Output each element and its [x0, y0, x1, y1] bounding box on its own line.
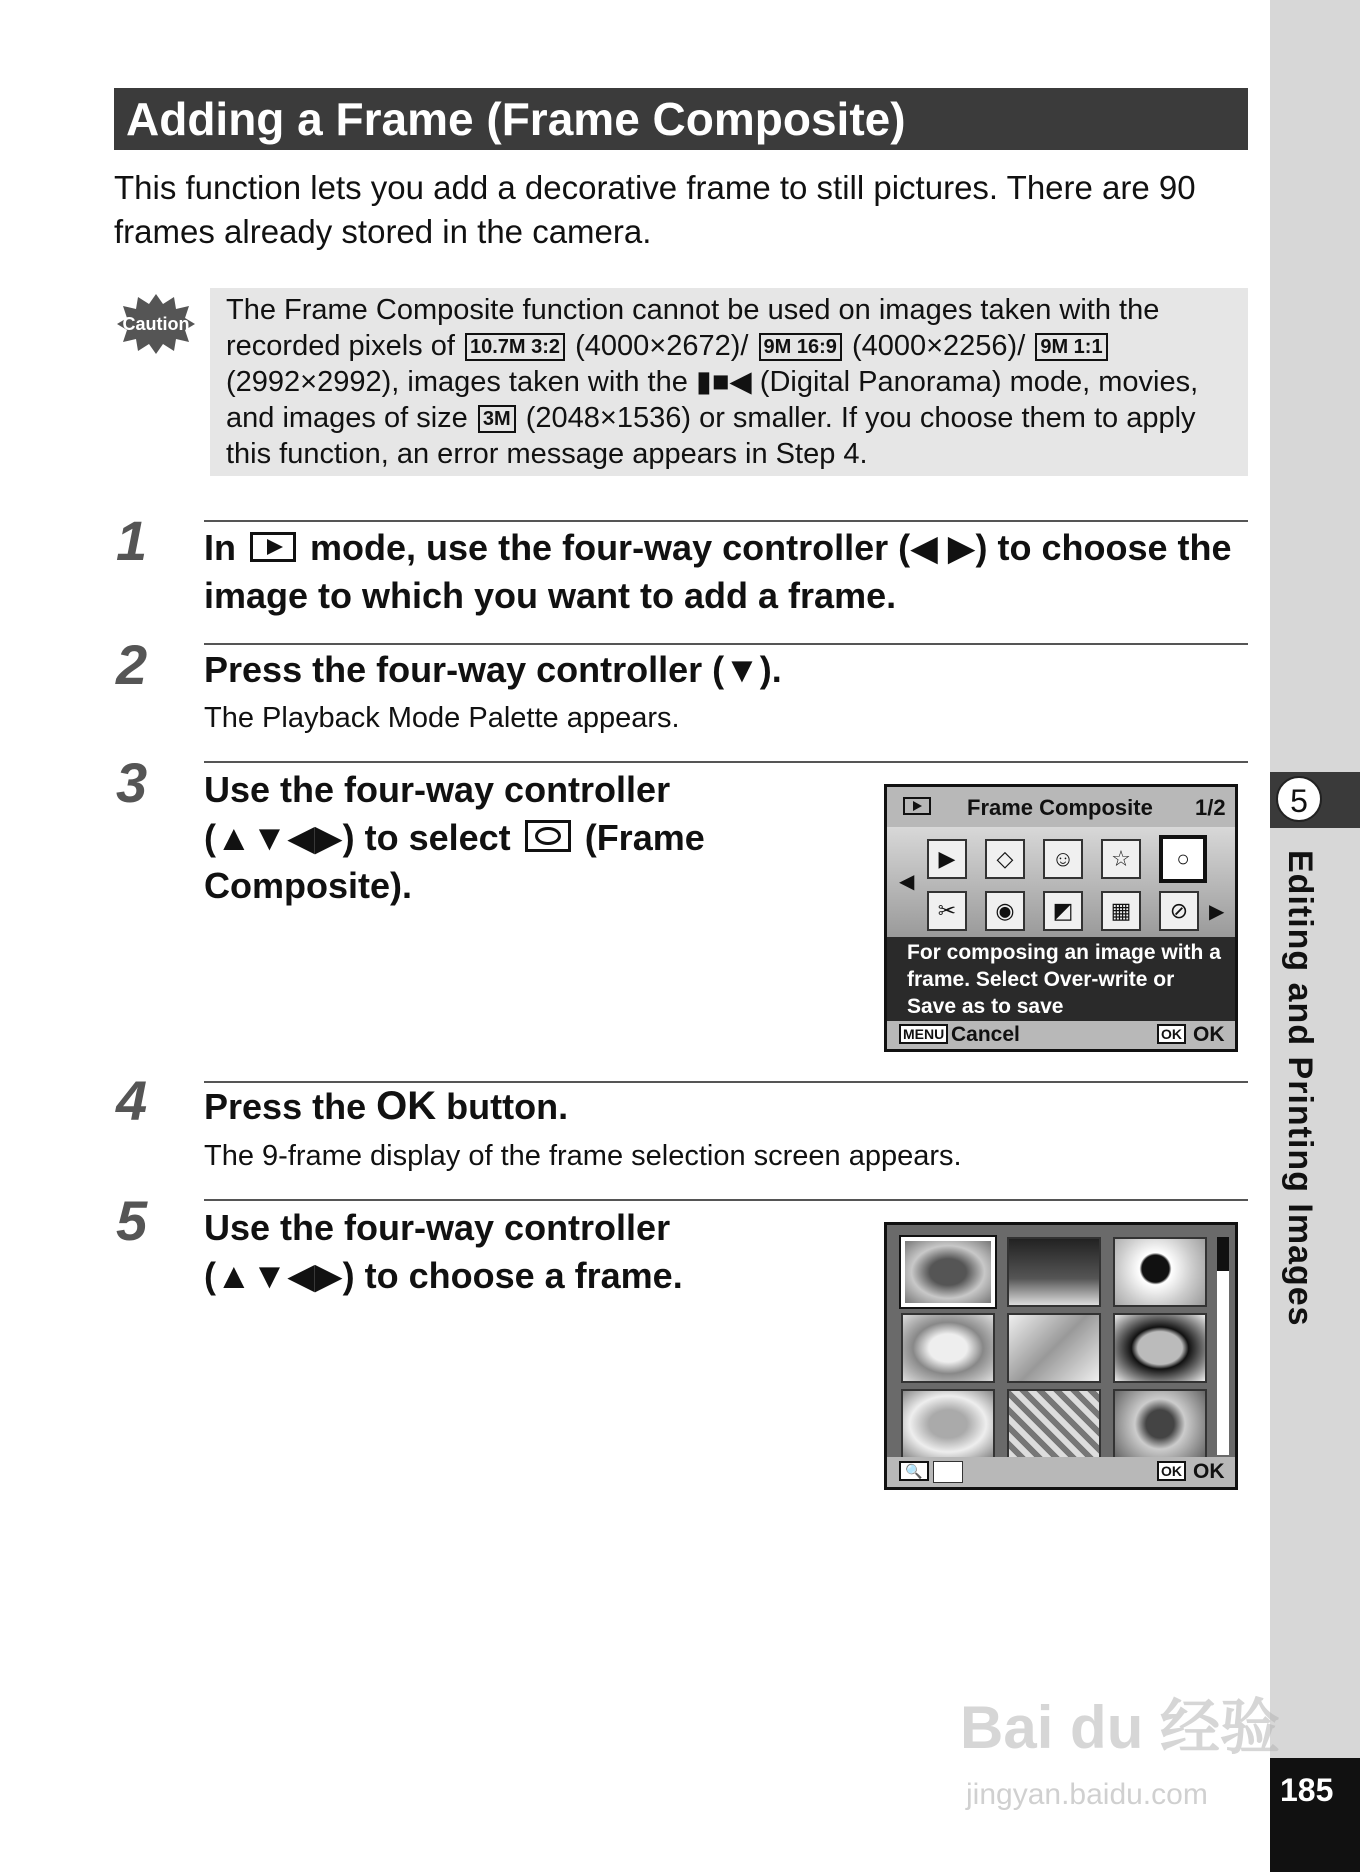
movie-edit-icon[interactable]: ✂ — [927, 891, 967, 931]
step-4-text-a: Press the — [204, 1086, 367, 1127]
step-1-heading — [204, 524, 1248, 620]
palette-header — [887, 787, 1235, 827]
caution-note — [210, 288, 1248, 476]
frame-thumbnail[interactable] — [1113, 1313, 1207, 1383]
step-divider — [204, 520, 1248, 522]
zoom-box — [933, 1461, 963, 1483]
step-number: 1 — [116, 509, 148, 572]
step-3-text-b: (Frame Composite). — [204, 817, 705, 906]
ok-label[interactable]: OK — [1193, 1023, 1225, 1046]
cancel-label[interactable]: Cancel — [951, 1023, 1020, 1046]
step-2-heading: Press the four-way controller (▼). — [204, 649, 782, 690]
slideshow-icon[interactable]: ▶ — [927, 839, 967, 879]
step-divider — [204, 761, 1248, 763]
step-number: 5 — [116, 1189, 148, 1252]
nav-right-icon: ▶ — [1209, 901, 1225, 923]
caution-text-1: The Frame Composite function cannot be used on images taken with the recorded pixels of — [226, 294, 1160, 362]
caution-text-3: (4000×2256)/ — [851, 330, 1026, 362]
rotate-icon[interactable]: ◇ — [985, 839, 1025, 879]
caution-text-5: (Digital Panorama) mode, movies, and images of size — [226, 366, 1199, 434]
palette-description: For composing an image with a frame. Select Over-write or Save as to save — [907, 941, 1221, 1018]
red-eye-icon[interactable]: ◉ — [985, 891, 1025, 931]
step-number: 4 — [116, 1069, 148, 1132]
menu-key-icon: MENU — [899, 1024, 948, 1044]
step-divider — [204, 1199, 1248, 1201]
intro-paragraph: This function lets you add a decorative frame to still pictures. There are 90 frames already stored in the camera. — [114, 169, 1196, 250]
frame-selection-screen — [884, 1222, 1238, 1490]
playback-icon — [903, 797, 931, 815]
recorded-pixels-3m-icon: 3M — [478, 405, 516, 433]
face-close-up-icon[interactable]: ☺ — [1043, 839, 1083, 879]
page-number: 185 — [1280, 1772, 1334, 1808]
digital-filter-icon[interactable]: ☆ — [1101, 839, 1141, 879]
frame-composite-option[interactable]: ○ — [1159, 835, 1207, 883]
frame-composite-icon — [525, 820, 571, 852]
ok-button-glyph: OK — [376, 1084, 437, 1128]
nav-left-icon: ◀ — [899, 871, 915, 893]
chapter-title: Editing and Printing Images — [1281, 850, 1319, 1327]
frame-thumbnail[interactable] — [1113, 1237, 1207, 1307]
playback-palette-screen — [884, 784, 1238, 1052]
palette-title: Frame Composite — [967, 795, 1153, 820]
frame-selection-footer — [887, 1457, 1235, 1487]
baidu-watermark: Bai du 经验 — [960, 1694, 1281, 1761]
frame-thumbnail[interactable] — [1007, 1237, 1101, 1307]
step-4-text-b: button. — [446, 1086, 569, 1127]
step-2-description: The Playback Mode Palette appears. — [204, 702, 680, 734]
step-5-heading: Use the four-way controller (▲▼◀▶) to choose a frame. — [204, 1207, 683, 1296]
recorded-pixels-10-7m-icon: 10.7M 3:2 — [465, 333, 565, 361]
step-number: 3 — [116, 751, 148, 814]
digital-panorama-icon: ▮■◀ — [695, 366, 752, 398]
caution-icon — [116, 292, 196, 356]
ok-key-icon: OK — [1157, 1024, 1186, 1044]
palette-footer — [887, 1021, 1235, 1049]
step-3-heading — [204, 766, 824, 910]
zoom-icon: 🔍 — [899, 1461, 929, 1481]
chapter-number: 5 — [1276, 776, 1322, 822]
step-1-text-b: mode, use the four-way controller (◀ ▶) to choose the image to which you want to add a frame. — [204, 527, 1232, 616]
step-divider — [204, 643, 1248, 645]
step-number: 2 — [116, 633, 148, 696]
step-1-text-a: In — [204, 527, 236, 568]
baidu-watermark-url: jingyan.baidu.com — [966, 1778, 1208, 1811]
caution-text-4: (2992×2992), images taken with the — [226, 366, 688, 398]
frame-thumbnail[interactable] — [1007, 1313, 1101, 1383]
frame-thumbnail[interactable] — [1007, 1389, 1101, 1459]
step-4-description: The 9-frame display of the frame selection screen appears. — [204, 1140, 962, 1172]
palette-icon-grid — [887, 827, 1235, 937]
cropping-icon[interactable]: ▦ — [1101, 891, 1141, 931]
ok-key-icon: OK — [1157, 1461, 1186, 1481]
section-title: Adding a Frame (Frame Composite) — [114, 88, 1248, 150]
step-3-text-a: Use the four-way controller (▲▼◀▶) to select — [204, 769, 671, 858]
protect-icon[interactable]: ⊘ — [1159, 891, 1199, 931]
recorded-pixels-9m-11-icon: 9M 1:1 — [1035, 333, 1107, 361]
caution-text-6: (2048×1536) or smaller. If you choose them to apply this function, an error message appears in Step 4. — [226, 402, 1196, 470]
frame-thumbnail[interactable] — [901, 1389, 995, 1459]
step-4-heading — [204, 1082, 568, 1131]
playback-mode-icon — [250, 532, 296, 562]
recorded-pixels-9m-169-icon: 9M 16:9 — [759, 333, 842, 361]
palette-page: 1/2 — [1195, 795, 1226, 820]
frame-thumbnail[interactable] — [901, 1237, 995, 1307]
resize-icon[interactable]: ◩ — [1043, 891, 1083, 931]
caution-label: Caution — [122, 314, 190, 334]
ok-label[interactable]: OK — [1193, 1460, 1225, 1483]
frame-thumbnail[interactable] — [1113, 1389, 1207, 1459]
frame-thumbnail[interactable] — [901, 1313, 995, 1383]
scrollbar-thumb[interactable] — [1217, 1237, 1229, 1271]
caution-text-2: (4000×2672)/ — [575, 330, 749, 362]
